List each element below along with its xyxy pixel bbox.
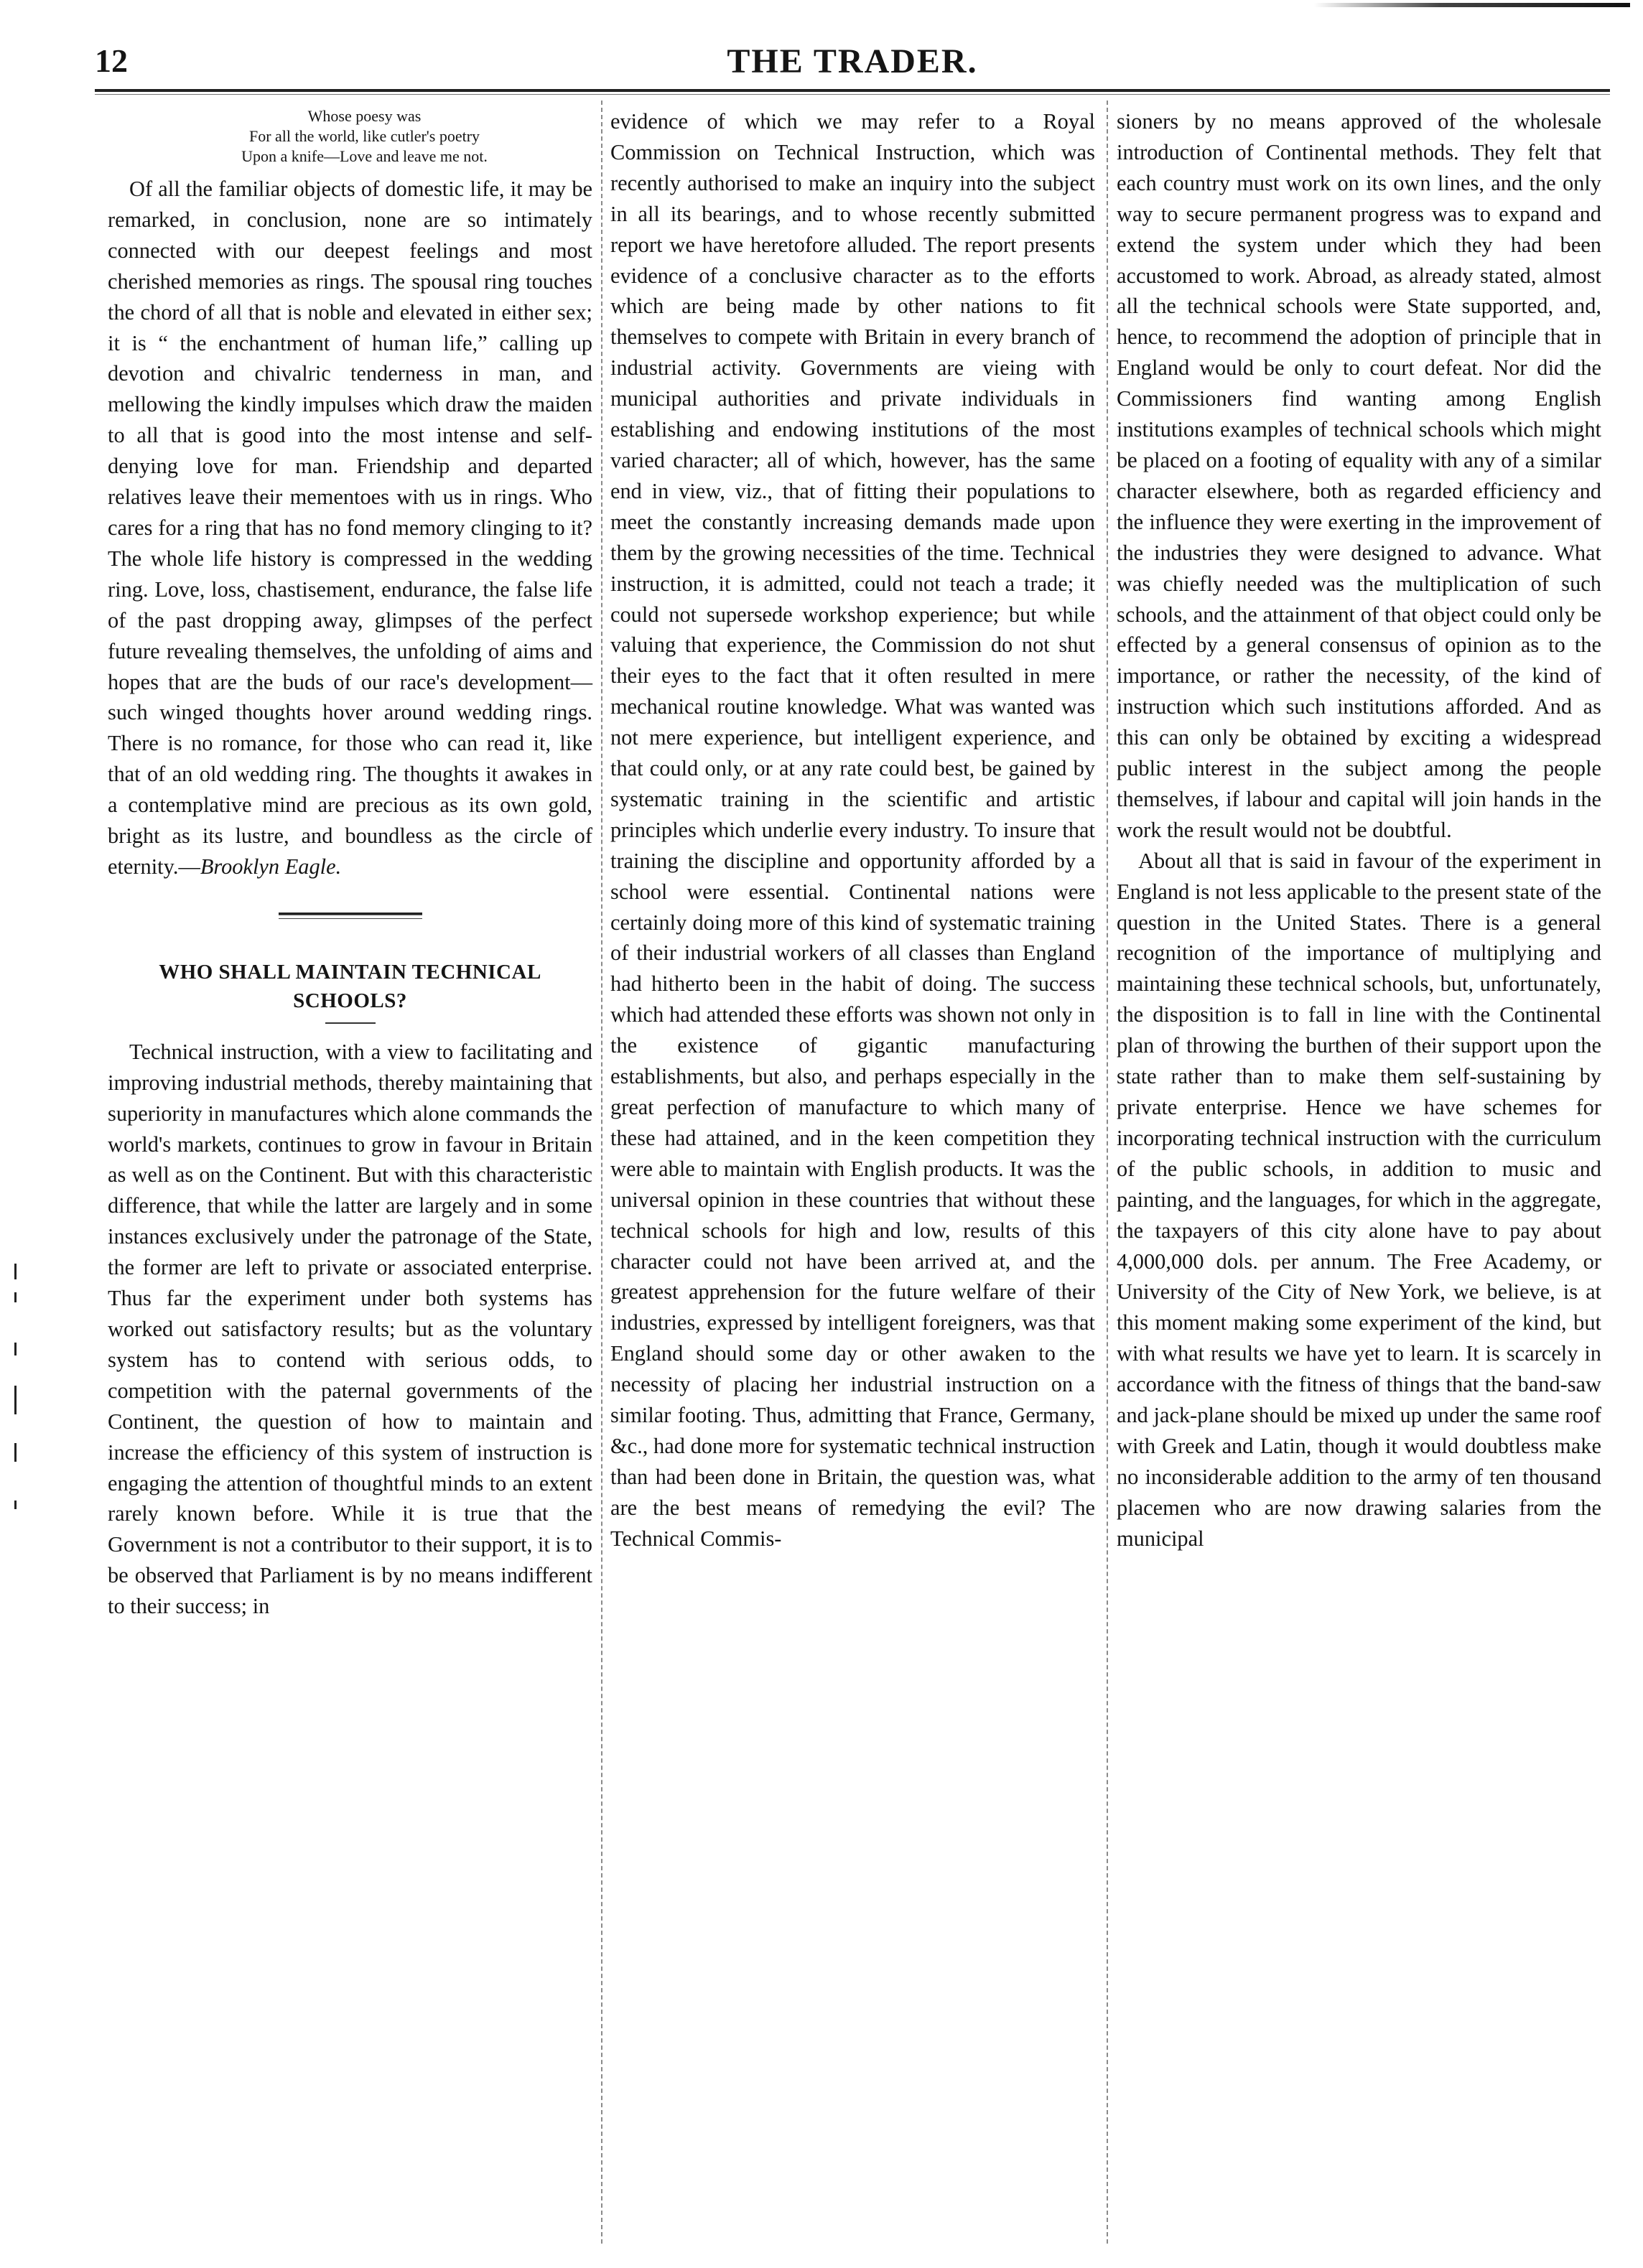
column-1 xyxy=(108,106,592,1622)
column-separator xyxy=(1107,101,1108,2244)
page-number: 12 xyxy=(95,42,128,79)
column-3 xyxy=(1117,106,1601,1554)
verse-line: Whose poesy was xyxy=(307,107,422,125)
source-signature: Brooklyn Eagle. xyxy=(200,854,342,879)
heading-rule xyxy=(325,1022,376,1024)
header-rule xyxy=(95,89,1610,92)
page-header xyxy=(95,42,1610,85)
verse-line: For all the world, like cutler's poetry xyxy=(248,127,480,145)
article-paragraph xyxy=(108,174,592,882)
article-heading: WHO SHALL MAINTAIN TECHNICAL SCHOOLS? xyxy=(159,960,541,1012)
column-separator xyxy=(601,101,602,2244)
verse-quote xyxy=(108,106,592,167)
article-paragraph: evidence of which we may refer to a Royal Commission on Technical Instruction, which was recently authorised to make an inquiry into the subject in all its bearings, and to whose recently submitted report we have heretofore alluded. The report presents evidence of a conclusive character as to the efforts which are being made by other nations to fit themselves to compete with Britain in every branch of industrial activity. Governments are vieing with municipal authorities and private individuals in establishing and endowing institutions of the most varied character; all of which, however, has the same end in view, viz., that of fitting their populations to meet the constantly increasing demands made upon them by the growing necessities of the time. Technical instruction, it is admitted, could not teach a trade; it could not supersede workshop experience; but while valuing that experience, the Commission do not shut their eyes to the fact that it often resulted in mere mechanical routine knowledge. What was wanted was not mere experience, but intelligent experience, and that could only, or at any rate could best, be gained by systematic training in the scientific and artistic principles which underlie every industry. To insure that training the discipline and opportunity afforded by a school were essential. Continental nations were certainly doing more of this kind of systematic training of their industrial workers of all classes than England had hitherto been in the habit of doing. The success which had attended these efforts was shown not only in the existence of gigantic manufacturing establishments, but also, and perhaps especially in the great perfection of manufacture to which many of these had attained, and in the keen competition they were able to maintain with English products. It was the universal opinion in these countries that without these technical schools for high and low, results of this character could not have been arrived at, and the greatest apprehension for the future welfare of their industries, expressed by intelligent foreigners, was that England should some day or other awaken to the necessity of placing her industrial instruction on a similar footing. Thus, admitting that France, Germany, &c., had done more for systematic technical instruction than had been done in Britain, the question was, what are the best means of remedying the evil? The Technical Commis- xyxy=(610,109,1095,1551)
paragraph-text: Of all the familiar objects of domestic life, it may be remarked, in conclusion, none are so intimately connected with our deepest feelings and most cherished memories as rings. The spousal ring touches the chord of all that is noble and elevated in either sex; it is “ the enchantment of human life,” calling up devotion and chivalric tenderness in man, and mellowing the kindly impulses which draw the maiden to all that is good into the most intense and self-denying love for man. Friendship and departed relatives leave their mementoes with us in rings. Who cares for a ring that has no fond memory clinging to it? The whole life history is compressed in the wedding ring. Love, loss, chastisement, endurance, the false life of the past dropping away, glimpses of the perfect future revealing themselves, the unfolding of aims and hopes that are the buds of our race's development—such winged thoughts hover around wedding rings. There is no romance, for those who can read it, like that of an old wedding ring. The thoughts it awakes in a contemplative mind are precious as its own gold, bright as its lustre, and boundless as the circle of eternity.— xyxy=(108,177,592,879)
verse-line: Upon a knife—Love and leave me not. xyxy=(241,147,488,165)
article-paragraph: Technical instruction, with a view to facilitating and improving industrial methods, thereby maintaining that superiority in manufactures which alone commands the world's markets, continues to grow in favour in Britain as well as on the Continent. But with this characteristic difference, that while the latter are largely and in some instances exclusively under the patronage of the State, the former are left to private or associated enterprise. Thus far the experiment under both systems has worked out satisfactory results; but as the voluntary system has to contend with serious odds, to competition with the paternal governments of the Continent, the question of how to maintain and increase the efficiency of this system of instruction is engaging the attention of thoughtful minds to an extent rarely known before. While it is true that the Government is not a contributor to their support, it is to be observed that Parliament is by no means indifferent to their success; in xyxy=(108,1039,592,1619)
header-rule-thin xyxy=(95,94,1610,95)
section-divider-thin xyxy=(279,918,422,919)
margin-marks xyxy=(13,1264,19,1551)
masthead-title: THE TRADER. xyxy=(727,42,978,80)
section-divider xyxy=(279,913,422,915)
article-paragraph: About all that is said in favour of the experiment in England is not less applicable to the present state of the question in the United States. There is a general recognition of the importance of multiplying and maintaining these technical schools, but, unfortunately, the disposition is to fall in line with the Continental plan of throwing the burthen of their support upon the state rather than to make them self-sustaining by private enterprise. Hence we have schemes for incorporating technical instruction with the curriculum of the public schools, in addition to music and painting, and the languages, for which in the aggregate, the taxpayers of this city alone have to pay about 4,000,000 dols. per annum. The Free Academy, or University of the City of New York, we believe, is at this moment making some experiment of the kind, but with what results we have yet to learn. It is scarcely in accordance with the fitness of things that the band-saw and jack-plane should be mixed up under the same roof with Greek and Latin, though it would doubtless make no inconsiderable addition to the army of ten thousand placemen who are now drawing salaries from the municipal xyxy=(1117,848,1601,1551)
column-2 xyxy=(610,106,1095,1554)
top-edge-rule xyxy=(1314,3,1630,7)
article-paragraph: sioners by no means approved of the wholesale introduction of Continental methods. They felt that each country must work on its own lines, and the only way to secure permanent progress was to expand and extend the system under which they had been accustomed to work. Abroad, as already stated, almost all the technical schools were State supported, and, hence, to recommend the adoption of principle that in England would be only to court defeat. Nor did the Commissioners find wanting among English institutions examples of technical schools which might be placed on a footing of equality with any of a similar character elsewhere, both as regarded efficiency and the influence they were exerting in the improvement of the industries they were designed to advance. What was chiefly needed was the multiplication of such schools, and the attainment of that object could only be effected by a general consensus of opinion as to the importance, or rather the necessity, of the kind of instruction which such institutions afforded. And as this can only be obtained by exciting a widespread public interest in the subject among the people themselves, if labour and capital will join hands in the work the result would not be doubtful. xyxy=(1117,109,1601,842)
